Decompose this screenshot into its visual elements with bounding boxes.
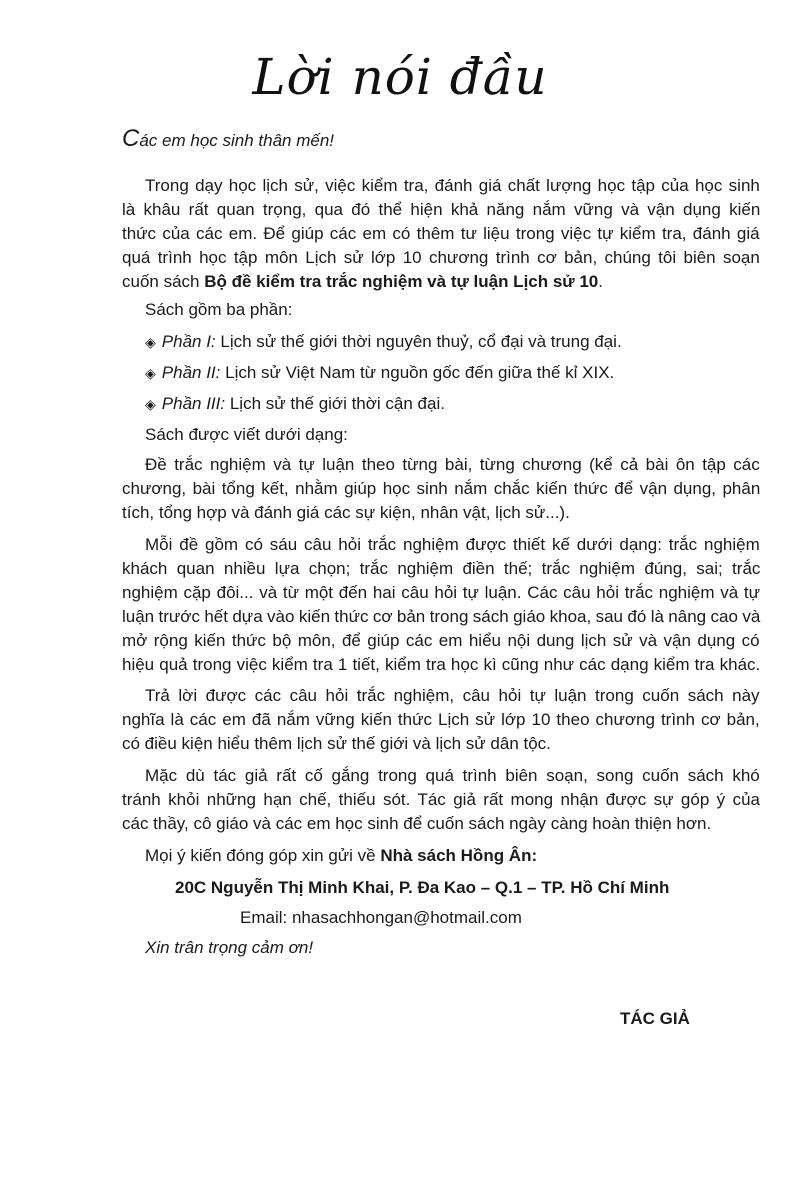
paragraph-line: mở rộng kiến thức bộ môn, để giúp các em hiểu nội dung lịch sử và vận dụng có — [122, 631, 760, 650]
paragraph-line: là khâu rất quan trọng, qua đó thể hiện khả năng nắm vững và vận dụng kiến — [122, 200, 761, 219]
contact-line — [145, 845, 537, 867]
diamond-bullet-icon: ◈ — [145, 334, 156, 350]
greeting-initial: C — [122, 125, 140, 152]
page-title: Lời nói đầu — [252, 48, 548, 106]
format-intro: Sách được viết dưới dạng: — [145, 425, 348, 444]
paragraph-line — [122, 271, 603, 293]
email: Email: nhasachhongan@hotmail.com — [240, 908, 522, 927]
list-item — [145, 362, 614, 384]
paragraph-line: nghiệm cặp đôi... và từ một đến hai câu hỏi tự luận. Các câu hỏi trắc nghiệm và tự — [122, 583, 761, 602]
part-text: Lịch sử Việt Nam từ nguồn gốc đến giữa thế kỉ XIX. — [220, 363, 615, 382]
paragraph-line: nghĩa là các em đã nắm vững kiến thức Lịch sử lớp 10 theo chương trình cơ bản, — [122, 710, 760, 729]
paragraph-line: hiệu quả trong việc kiểm tra 1 tiết, kiểm tra học kì cũng như các dạng kiểm tra khác. — [122, 655, 761, 674]
diamond-bullet-icon: ◈ — [145, 396, 156, 412]
greeting-text: ác em học sinh thân mến! — [139, 131, 335, 150]
greeting — [122, 125, 335, 152]
list-item — [145, 331, 622, 353]
paragraph-line: có điều kiện hiểu thêm lịch sử thế giới và lịch sử dân tộc. — [122, 734, 551, 753]
parts-intro: Sách gồm ba phần: — [145, 300, 293, 319]
paragraph-line: thức của các em. Để giúp các em có thêm tư liệu trong việc tự kiểm tra, đánh giá — [122, 224, 760, 243]
paragraph-line: Đề trắc nghiệm và tự luận theo từng bài, từng chương (kể cả bài ôn tập các — [145, 455, 760, 474]
text: cuốn sách — [122, 272, 205, 291]
paragraph-line: Mặc dù tác giả rất cố gắng trong quá trình biên soạn, song cuốn sách khó — [145, 766, 760, 785]
address: 20C Nguyễn Thị Minh Khai, P. Đa Kao – Q.1 – TP. Hồ Chí Minh — [175, 878, 670, 897]
part-label: Phần III: — [161, 394, 226, 413]
thanks: Xin trân trọng cảm ơn! — [145, 938, 314, 957]
paragraph-line: luận trước hết dựa vào kiến thức cơ bản trong sách giáo khoa, sau đó là nâng cao và — [122, 607, 761, 626]
paragraph-line: Trong dạy học lịch sử, việc kiểm tra, đánh giá chất lượng học tập của học sinh — [145, 176, 760, 195]
part-label: Phần I: — [161, 332, 216, 351]
paragraph-line: khách quan nhiều lựa chọn; trắc nghiệm điền thế; trắc nghiệm đúng, sai; trắc — [122, 559, 761, 578]
paragraph-line: tránh khỏi những hạn chế, thiếu sót. Tác giả rất mong nhận được sự góp ý của — [122, 790, 760, 809]
book-title: Bộ đề kiểm tra trắc nghiệm và tự luận Lịch sử 10 — [204, 272, 599, 291]
part-text: Lịch sử thế giới thời nguyên thuỷ, cổ đại và trung đại. — [215, 332, 622, 351]
signature: TÁC GIẢ — [620, 1009, 690, 1028]
paragraph-line: Mỗi đề gồm có sáu câu hỏi trắc nghiệm được thiết kế dưới dạng: trắc nghiệm — [145, 535, 760, 554]
text: Mọi ý kiến đóng góp xin gửi về — [145, 846, 381, 865]
paragraph-line: quá trình học tập môn Lịch sử lớp 10 chương trình cơ bản, chúng tôi biên soạn — [122, 248, 760, 267]
paragraph-line: Trả lời được các câu hỏi trắc nghiệm, câu hỏi tự luận trong cuốn sách này — [145, 686, 760, 705]
list-item — [145, 393, 445, 415]
paragraph-line: các thầy, cô giáo và các em học sinh để cuốn sách ngày càng hoàn thiện hơn. — [122, 814, 712, 833]
part-label: Phần II: — [161, 363, 221, 382]
part-text: Lịch sử thế giới thời cận đại. — [225, 394, 445, 413]
text: . — [598, 272, 603, 291]
paragraph-line: tích, tổng hợp và đánh giá các sự kiện, nhân vật, lịch sử...). — [122, 503, 570, 522]
diamond-bullet-icon: ◈ — [145, 365, 156, 381]
paragraph-line: chương, bài tổng kết, nhằm giúp học sinh nắm chắc kiến thức để vận dụng, phân — [122, 479, 761, 498]
publisher-name: Nhà sách Hồng Ân: — [380, 846, 538, 865]
